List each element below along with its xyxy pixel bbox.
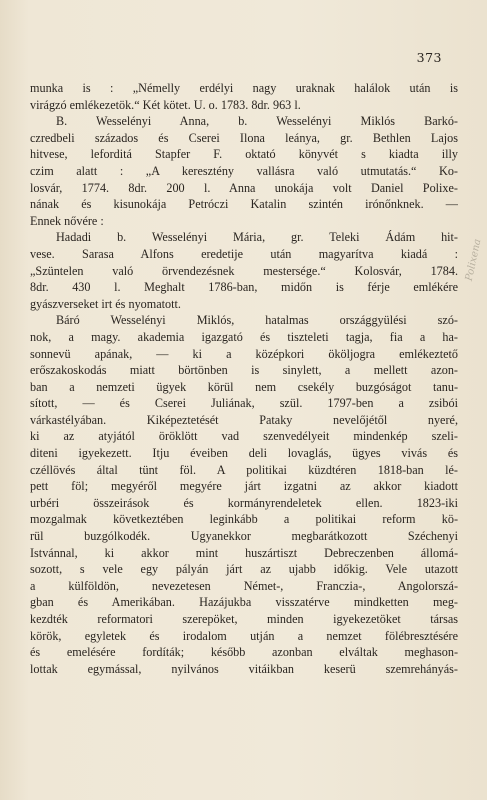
text-line: rül buzgólkodék. Ugyanekkor megbarátkozott Széchenyi — [30, 529, 458, 544]
text-line: diteni igyekezett. Itju éveiben deli lovaglás, ügyes vivás és — [30, 446, 458, 461]
text-line: gyászverseket irt és nyomatott. — [30, 296, 181, 311]
text-line: erőszakoskodás miatt börtönben is sinylett, a mellett azon- — [30, 363, 458, 378]
text-line: B. Wesselényi Anna, b. Wesselényi Miklós Barkó- — [56, 114, 458, 129]
text-line: ki az atyjától öröklött vad szenvedélyeit mindenkép szeli- — [30, 429, 458, 444]
text-line: Ennek nővére : — [30, 213, 104, 228]
text-line: gban és Amerikában. Hazájukba visszatérve mindketten meg- — [30, 595, 458, 610]
text-line: sozott, s vele egy pályán járt az ujabb időkig. Vele utazott — [30, 562, 458, 577]
text-line: 8dr. 430 l. Meghalt 1786-ban, midőn is férje emlékére — [30, 280, 458, 295]
text-line: nának és kisunokája Petróczi Katalin szintén irónőnknek. — — [30, 197, 458, 212]
text-line: Báró Wesselényi Miklós, hatalmas országgyülési szó- — [56, 313, 458, 328]
text-line: Hadadi b. Wesselényi Mária, gr. Teleki Ádám hit- — [56, 230, 458, 245]
pencil-margin-note: Polixena — [464, 238, 484, 283]
text-line: lottak egymással, nyilvános vitáikban keserü szemrehányás- — [30, 661, 458, 676]
text-line: urbéri összeirások és kormányrendeletek ellen. 1823-iki — [30, 495, 458, 510]
page-number: 373 — [416, 50, 442, 65]
text-line: czim alatt : „A keresztény vallásra való utmutatás.“ Ko- — [30, 163, 458, 178]
text-line: ban a nemzeti ügyek körül nem csekély buzgóságot tanu- — [30, 379, 458, 394]
text-line: és emelésére fordíták; később azonban elváltak meghason- — [30, 645, 458, 660]
text-line: mozgalmak következtében leginkább a politikai reform kö- — [30, 512, 458, 527]
text-line: hitvese, leforditá Stapfer F. oktató könyvét s kiadta illy — [30, 147, 458, 162]
text-line: pett föl; megyéről megyére járt izgatni az akkor kiadott — [30, 479, 458, 494]
text-line: Istvánnal, ki akkor mint huszártiszt Debreczenben állomá- — [30, 545, 458, 560]
text-line: „Szüntelen való örvendezésnek mestersége.“ Kolosvár, 1784. — [30, 263, 458, 278]
text-line: várkastélyában. Kiképeztetését Pataky nevelőjétől nyeré, — [30, 412, 458, 427]
text-line: kezdték reformatori szerepöket, minden igyekezetöket társas — [30, 612, 458, 626]
text-line: losvár, 1774. 8dr. 200 l. Anna unokája volt Daniel Polixe- — [30, 180, 458, 195]
text-line: sított, — és Cserei Juliának, szül. 1797-ben a zsibói — [30, 396, 458, 411]
text-line: nok, a magy. akademia igazgató és tiszteleti tagja, fia a ha- — [30, 329, 458, 344]
text-line: sonnevü apának, — ki a középkori ököljogra emlékeztető — [30, 346, 458, 361]
text-line: czéllövés által tünt föl. A politikai küzdtéren 1818-ban lé- — [30, 462, 458, 477]
text-line: körök, egyletek és irodalom utján a nemzet fölébresztésére — [30, 628, 458, 643]
text-line: vese. Sarasa Alfons eredetije után magyarítva kiadá : — [30, 246, 458, 261]
text-line: virágzó emlékezetök.“ Két kötet. U. o. 1783. 8dr. 963 l. — [30, 97, 301, 112]
text-line: munka is : „Némelly erdélyi nagy uraknak halálok után is — [30, 81, 458, 95]
body-text — [30, 80, 458, 677]
text-line: czredbeli százados és Cserei Ilona leánya, gr. Bethlen Lajos — [30, 130, 458, 145]
text-line: a külföldön, nevezetesen Német-, Franczia-, Angolorszá- — [30, 578, 458, 593]
